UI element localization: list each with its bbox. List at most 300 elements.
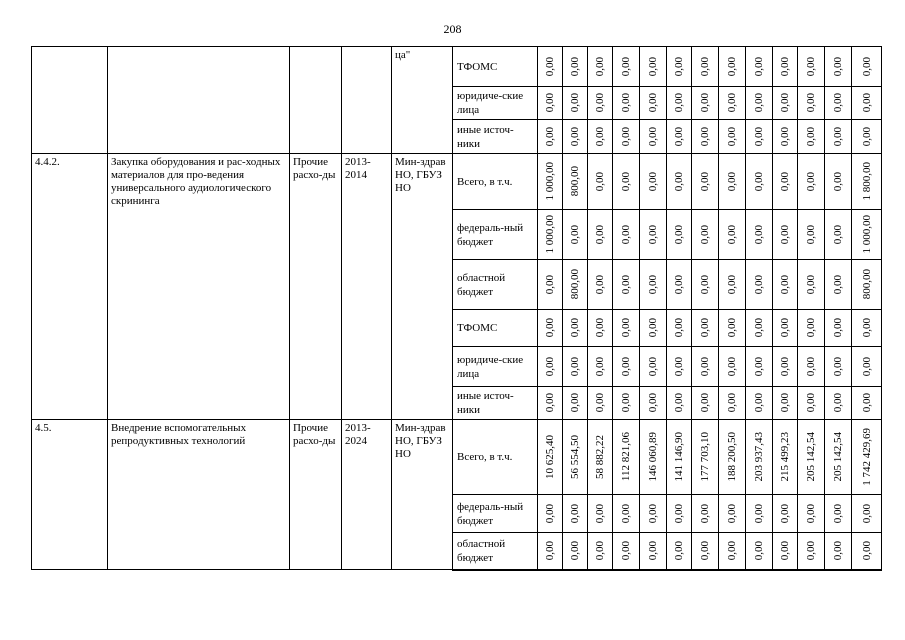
amount-value: 0,00 <box>805 541 817 561</box>
amount-value: 0,00 <box>699 503 711 524</box>
amount-value: 0,00 <box>544 93 556 113</box>
amount-value: 0,00 <box>779 356 791 377</box>
amount-cell <box>719 533 746 570</box>
amount-value: 0,00 <box>594 274 606 295</box>
amount-value: 0,00 <box>753 171 765 192</box>
amount-value: 0,00 <box>594 541 606 561</box>
amount-cell <box>719 420 746 495</box>
amount-value: 0,00 <box>699 541 711 561</box>
amount-cell <box>667 87 692 120</box>
period <box>342 47 392 154</box>
funding-source: иные источ-ники <box>453 120 538 154</box>
amount-value: 0,00 <box>860 93 873 113</box>
amount-value: 0,00 <box>860 356 873 377</box>
amount-value: 0,00 <box>805 126 817 147</box>
amount-value: 0,00 <box>832 356 844 377</box>
amount-cell <box>746 347 773 387</box>
amount-cell <box>640 310 667 347</box>
amount-cell <box>852 387 882 420</box>
amount-cell <box>563 210 588 260</box>
amount-value: 0,00 <box>569 541 581 561</box>
amount-cell <box>746 310 773 347</box>
amount-cell <box>852 154 882 210</box>
amount-value: 0,00 <box>726 171 738 192</box>
amount-cell <box>773 533 798 570</box>
amount-value: 0,00 <box>569 126 581 147</box>
amount-cell <box>563 533 588 570</box>
amount-value: 0,00 <box>753 318 765 338</box>
amount-value: 0,00 <box>753 356 765 377</box>
amount-value: 0,00 <box>699 171 711 192</box>
amount-value: 0,00 <box>726 274 738 295</box>
amount-cell <box>773 420 798 495</box>
funding-source: Всего, в т.ч. <box>453 420 538 495</box>
amount-cell <box>692 210 719 260</box>
amount-value: 0,00 <box>620 224 632 245</box>
amount-cell <box>640 87 667 120</box>
amount-value: 0,00 <box>860 56 873 77</box>
amount-value: 0,00 <box>699 93 711 113</box>
amount-cell <box>825 495 852 533</box>
amount-value: 0,00 <box>779 126 791 147</box>
amount-value: 0,00 <box>699 274 711 295</box>
amount-cell <box>640 210 667 260</box>
amount-cell <box>852 310 882 347</box>
amount-value: 0,00 <box>673 318 685 338</box>
amount-value: 0,00 <box>620 93 632 113</box>
amount-cell <box>852 120 882 154</box>
amount-value: 0,00 <box>673 126 685 147</box>
amount-value: 205 142,54 <box>805 432 817 482</box>
amount-cell <box>719 310 746 347</box>
amount-value: 0,00 <box>569 93 581 113</box>
funding-source: иные источ-ники <box>453 387 538 420</box>
amount-cell <box>798 87 825 120</box>
amount-value: 0,00 <box>647 171 659 192</box>
amount-cell <box>798 420 825 495</box>
amount-value: 141 146,90 <box>673 432 685 482</box>
amount-value: 0,00 <box>832 171 844 192</box>
funding-source: ТФОМС <box>453 310 538 347</box>
amount-cell <box>613 260 640 310</box>
amount-value: 800,00 <box>569 166 581 197</box>
amount-cell <box>692 495 719 533</box>
amount-cell <box>719 387 746 420</box>
amount-cell <box>613 347 640 387</box>
amount-value: 0,00 <box>673 274 685 295</box>
amount-value: 58 882,22 <box>594 435 606 479</box>
amount-value: 0,00 <box>779 318 791 338</box>
amount-value: 0,00 <box>753 393 765 413</box>
amount-cell <box>719 210 746 260</box>
amount-cell <box>746 120 773 154</box>
amount-value: 1 000,00 <box>860 215 873 254</box>
amount-cell <box>773 387 798 420</box>
amount-value: 0,00 <box>832 224 844 245</box>
amount-cell <box>719 260 746 310</box>
item-name: Закупка оборудования и рас-ходных материалов для про-ведения универсального аудиологического скрининга <box>108 154 290 420</box>
amount-cell <box>640 387 667 420</box>
amount-cell <box>852 87 882 120</box>
funding-source: Всего, в т.ч. <box>453 154 538 210</box>
amount-value: 0,00 <box>726 126 738 147</box>
funding-source: федераль-ный бюджет <box>453 210 538 260</box>
amount-cell <box>852 420 882 495</box>
amount-value: 0,00 <box>860 503 873 524</box>
budget-table <box>31 46 882 571</box>
amount-value: 1 800,00 <box>860 162 873 201</box>
amount-cell <box>773 87 798 120</box>
amount-cell <box>746 387 773 420</box>
amount-cell <box>613 210 640 260</box>
amount-cell <box>588 495 613 533</box>
amount-value: 112 821,06 <box>620 432 632 482</box>
amount-cell <box>640 120 667 154</box>
amount-cell <box>538 420 563 495</box>
amount-value: 0,00 <box>544 126 556 147</box>
amount-cell <box>563 87 588 120</box>
amount-value: 0,00 <box>569 224 581 245</box>
amount-cell <box>798 154 825 210</box>
amount-cell <box>667 347 692 387</box>
funding-source: областной бюджет <box>453 260 538 310</box>
amount-cell <box>588 533 613 570</box>
amount-value: 0,00 <box>647 224 659 245</box>
amount-value: 0,00 <box>647 126 659 147</box>
amount-value: 203 937,43 <box>753 432 765 482</box>
amount-cell <box>588 154 613 210</box>
amount-cell <box>538 120 563 154</box>
table-row <box>32 154 882 210</box>
amount-cell <box>538 154 563 210</box>
amount-value: 0,00 <box>569 356 581 377</box>
amount-value: 0,00 <box>647 274 659 295</box>
amount-cell <box>746 420 773 495</box>
amount-cell <box>852 347 882 387</box>
funding-source: юридиче-ские лица <box>453 347 538 387</box>
amount-cell <box>692 154 719 210</box>
amount-value: 0,00 <box>620 393 632 413</box>
amount-cell <box>640 154 667 210</box>
amount-value: 0,00 <box>569 56 581 77</box>
amount-cell <box>613 533 640 570</box>
amount-cell <box>825 347 852 387</box>
amount-value: 0,00 <box>805 56 817 77</box>
amount-cell <box>798 120 825 154</box>
amount-cell <box>538 347 563 387</box>
amount-value: 0,00 <box>673 541 685 561</box>
amount-cell <box>852 495 882 533</box>
amount-value: 800,00 <box>860 269 873 300</box>
amount-cell <box>692 260 719 310</box>
amount-value: 0,00 <box>805 393 817 413</box>
item-number <box>32 47 108 154</box>
amount-cell <box>613 310 640 347</box>
amount-cell <box>852 210 882 260</box>
amount-value: 0,00 <box>832 503 844 524</box>
amount-cell <box>667 310 692 347</box>
amount-cell <box>588 120 613 154</box>
amount-cell <box>692 347 719 387</box>
amount-cell <box>667 420 692 495</box>
amount-cell <box>746 533 773 570</box>
amount-value: 0,00 <box>594 171 606 192</box>
amount-cell <box>667 154 692 210</box>
amount-cell <box>798 210 825 260</box>
amount-value: 0,00 <box>832 93 844 113</box>
amount-value: 0,00 <box>594 224 606 245</box>
amount-cell <box>588 210 613 260</box>
amount-cell <box>538 310 563 347</box>
amount-cell <box>798 533 825 570</box>
amount-value: 0,00 <box>569 503 581 524</box>
amount-cell <box>667 495 692 533</box>
amount-value: 800,00 <box>569 269 581 300</box>
amount-cell <box>588 87 613 120</box>
amount-cell <box>773 210 798 260</box>
amount-value: 0,00 <box>779 541 791 561</box>
executor: ца" <box>392 47 453 154</box>
amount-cell <box>773 260 798 310</box>
amount-cell <box>538 210 563 260</box>
item-number: 4.5. <box>32 420 108 570</box>
amount-cell <box>773 347 798 387</box>
amount-cell <box>640 260 667 310</box>
page-number: 208 <box>443 22 462 36</box>
amount-value: 0,00 <box>647 318 659 338</box>
amount-cell <box>773 120 798 154</box>
amount-value: 0,00 <box>673 224 685 245</box>
amount-cell <box>773 495 798 533</box>
funding-source: ТФОМС <box>453 47 538 87</box>
amount-value: 0,00 <box>726 541 738 561</box>
table-row <box>32 420 882 495</box>
item-name <box>108 47 290 154</box>
amount-value: 0,00 <box>544 356 556 377</box>
amount-cell <box>667 260 692 310</box>
amount-value: 0,00 <box>832 318 844 338</box>
amount-cell <box>825 310 852 347</box>
amount-cell <box>719 154 746 210</box>
amount-value: 0,00 <box>753 93 765 113</box>
amount-value: 0,00 <box>860 541 873 561</box>
amount-value: 0,00 <box>594 93 606 113</box>
amount-cell <box>719 87 746 120</box>
period: 2013-2014 <box>342 154 392 420</box>
amount-cell <box>667 47 692 87</box>
amount-cell <box>667 387 692 420</box>
amount-value: 0,00 <box>726 56 738 77</box>
amount-cell <box>563 47 588 87</box>
amount-value: 188 200,50 <box>726 432 738 482</box>
amount-cell <box>692 47 719 87</box>
amount-value: 1 742 429,69 <box>860 428 873 486</box>
amount-value: 0,00 <box>726 356 738 377</box>
amount-value: 0,00 <box>544 56 556 77</box>
amount-cell <box>640 347 667 387</box>
amount-cell <box>798 387 825 420</box>
amount-cell <box>692 387 719 420</box>
amount-value: 0,00 <box>620 126 632 147</box>
amount-cell <box>825 120 852 154</box>
amount-value: 0,00 <box>620 541 632 561</box>
amount-cell <box>538 260 563 310</box>
amount-value: 0,00 <box>594 126 606 147</box>
item-number: 4.4.2. <box>32 154 108 420</box>
amount-value: 0,00 <box>779 56 791 77</box>
amount-cell <box>746 495 773 533</box>
amount-cell <box>538 533 563 570</box>
amount-cell <box>692 533 719 570</box>
amount-cell <box>613 47 640 87</box>
amount-cell <box>773 310 798 347</box>
amount-value: 0,00 <box>860 393 873 413</box>
amount-value: 0,00 <box>647 393 659 413</box>
amount-cell <box>588 420 613 495</box>
amount-cell <box>798 495 825 533</box>
amount-value: 0,00 <box>832 274 844 295</box>
amount-cell <box>825 47 852 87</box>
amount-cell <box>640 47 667 87</box>
amount-value: 0,00 <box>594 393 606 413</box>
expense-category: Прочие расхо-ды <box>290 420 342 570</box>
amount-cell <box>746 47 773 87</box>
amount-cell <box>719 47 746 87</box>
amount-value: 0,00 <box>673 356 685 377</box>
amount-value: 0,00 <box>544 274 556 295</box>
amount-value: 0,00 <box>779 393 791 413</box>
amount-value: 0,00 <box>726 224 738 245</box>
amount-value: 0,00 <box>620 356 632 377</box>
amount-cell <box>563 495 588 533</box>
amount-cell <box>613 87 640 120</box>
amount-value: 0,00 <box>832 126 844 147</box>
amount-value: 10 625,40 <box>544 435 556 479</box>
amount-value: 0,00 <box>699 318 711 338</box>
amount-value: 0,00 <box>544 503 556 524</box>
amount-value: 0,00 <box>699 356 711 377</box>
amount-value: 0,00 <box>699 393 711 413</box>
amount-value: 205 142,54 <box>832 432 844 482</box>
amount-value: 0,00 <box>805 356 817 377</box>
amount-value: 0,00 <box>805 171 817 192</box>
period: 2013-2024 <box>342 420 392 570</box>
amount-value: 0,00 <box>699 56 711 77</box>
amount-cell <box>852 47 882 87</box>
amount-cell <box>588 47 613 87</box>
amount-value: 0,00 <box>620 56 632 77</box>
amount-cell <box>613 120 640 154</box>
amount-value: 0,00 <box>805 93 817 113</box>
amount-cell <box>613 154 640 210</box>
funding-source: федераль-ный бюджет <box>453 495 538 533</box>
amount-value: 0,00 <box>673 503 685 524</box>
amount-cell <box>825 154 852 210</box>
amount-value: 215 499,23 <box>779 432 791 482</box>
amount-value: 1 000,00 <box>544 215 556 254</box>
amount-cell <box>825 87 852 120</box>
amount-value: 0,00 <box>860 318 873 338</box>
amount-cell <box>746 210 773 260</box>
amount-cell <box>825 533 852 570</box>
amount-value: 0,00 <box>805 318 817 338</box>
amount-cell <box>563 120 588 154</box>
amount-cell <box>746 260 773 310</box>
amount-cell <box>825 420 852 495</box>
amount-cell <box>798 260 825 310</box>
amount-value: 0,00 <box>779 171 791 192</box>
amount-cell <box>563 387 588 420</box>
amount-cell <box>588 260 613 310</box>
amount-value: 0,00 <box>569 318 581 338</box>
amount-value: 0,00 <box>647 93 659 113</box>
amount-value: 0,00 <box>753 541 765 561</box>
amount-value: 1 000,00 <box>544 162 556 201</box>
amount-cell <box>798 310 825 347</box>
amount-value: 0,00 <box>832 393 844 413</box>
amount-cell <box>563 347 588 387</box>
executor: Мин-здрав НО, ГБУЗ НО <box>392 154 453 420</box>
amount-value: 0,00 <box>647 356 659 377</box>
amount-cell <box>538 87 563 120</box>
amount-value: 0,00 <box>594 356 606 377</box>
amount-value: 0,00 <box>779 93 791 113</box>
amount-cell <box>719 120 746 154</box>
amount-cell <box>667 210 692 260</box>
amount-cell <box>825 210 852 260</box>
expense-category <box>290 47 342 154</box>
amount-value: 0,00 <box>832 541 844 561</box>
amount-value: 0,00 <box>699 126 711 147</box>
amount-value: 0,00 <box>620 171 632 192</box>
amount-value: 0,00 <box>753 56 765 77</box>
amount-value: 177 703,10 <box>699 432 711 482</box>
amount-cell <box>588 347 613 387</box>
amount-cell <box>852 533 882 570</box>
amount-value: 0,00 <box>673 171 685 192</box>
amount-value: 0,00 <box>805 503 817 524</box>
amount-cell <box>563 260 588 310</box>
expense-category: Прочие расхо-ды <box>290 154 342 420</box>
amount-cell <box>640 420 667 495</box>
amount-value: 56 554,50 <box>569 435 581 479</box>
funding-source: областной бюджет <box>453 533 538 570</box>
amount-value: 0,00 <box>860 126 873 147</box>
amount-value: 0,00 <box>544 393 556 413</box>
amount-value: 0,00 <box>673 393 685 413</box>
amount-value: 0,00 <box>832 56 844 77</box>
amount-value: 0,00 <box>753 503 765 524</box>
amount-cell <box>746 154 773 210</box>
amount-cell <box>667 533 692 570</box>
amount-value: 0,00 <box>620 274 632 295</box>
amount-cell <box>825 260 852 310</box>
amount-value: 0,00 <box>753 224 765 245</box>
amount-value: 0,00 <box>779 274 791 295</box>
amount-value: 0,00 <box>594 56 606 77</box>
amount-value: 146 060,89 <box>647 432 659 482</box>
amount-value: 0,00 <box>620 318 632 338</box>
amount-cell <box>640 495 667 533</box>
amount-cell <box>692 310 719 347</box>
amount-value: 0,00 <box>726 503 738 524</box>
amount-value: 0,00 <box>594 318 606 338</box>
amount-value: 0,00 <box>594 503 606 524</box>
amount-cell <box>692 120 719 154</box>
amount-value: 0,00 <box>779 503 791 524</box>
funding-source: юридиче-ские лица <box>453 87 538 120</box>
amount-cell <box>538 495 563 533</box>
